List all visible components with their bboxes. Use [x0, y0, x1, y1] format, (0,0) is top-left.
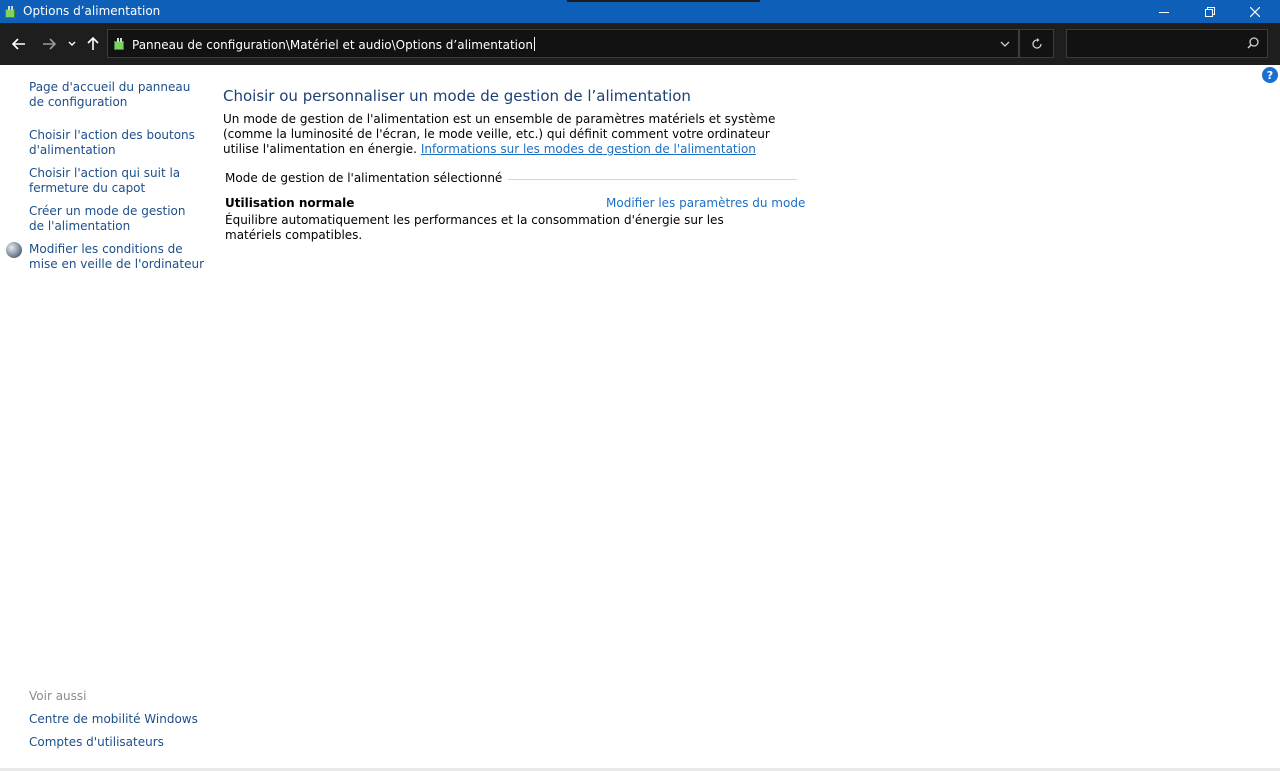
search-input[interactable] [1071, 34, 1241, 53]
left-pane [0, 65, 210, 771]
up-button[interactable] [84, 33, 102, 55]
minimize-button[interactable] [1141, 0, 1187, 23]
help-icon: ? [1266, 68, 1274, 82]
restore-icon [1205, 7, 1215, 17]
close-button[interactable] [1232, 0, 1278, 23]
sidebar-item-power-buttons[interactable]: Choisir l'action des boutons d'alimentation [29, 128, 195, 157]
recent-locations-button[interactable] [64, 33, 80, 55]
sidebar-item-lid-action[interactable]: Choisir l'action qui suit la fermeture du capot [29, 166, 181, 195]
search-box[interactable] [1066, 29, 1268, 58]
address-path[interactable] [132, 37, 535, 52]
search-icon [1247, 37, 1259, 49]
see-also-user-accounts[interactable]: Comptes d'utilisateurs [29, 735, 164, 749]
address-history-button[interactable] [992, 30, 1018, 57]
window-title: Options d’alimentation [23, 4, 161, 18]
power-options-icon [3, 4, 19, 20]
refresh-button[interactable] [1019, 29, 1054, 58]
page-title: Choisir ou personnaliser un mode de gestion de l’alimentation [223, 87, 691, 105]
selected-plan-section [225, 171, 797, 187]
title-accent-strip [567, 0, 760, 2]
power-plans-info-link[interactable]: Informations sur les modes de gestion de l'alimentation [420, 142, 756, 156]
sidebar-item-sleep-settings[interactable]: Modifier les conditions de mise en veille de l'ordinateur [29, 242, 205, 271]
change-plan-settings-link[interactable]: Modifier les paramètres du mode [606, 196, 806, 210]
arrow-up-icon [87, 37, 99, 51]
address-bar[interactable] [107, 29, 1019, 58]
sidebar-item-create-plan[interactable]: Créer un mode de gestion de l'alimentation [29, 204, 186, 233]
close-icon [1250, 7, 1260, 17]
navigation-bar [0, 23, 1280, 65]
text-caret [534, 37, 535, 51]
help-button[interactable] [1262, 67, 1278, 83]
plan-description: Équilibre automatiquement les performances et la consommation d'énergie sur les matériels compatibles. [225, 213, 724, 242]
chevron-down-icon [68, 41, 76, 47]
plan-name: Utilisation normale [225, 196, 355, 210]
refresh-icon [1031, 38, 1043, 50]
minimize-icon [1159, 7, 1169, 17]
description-text: Un mode de gestion de l'alimentation est un ensemble de paramètres matériels et système (comme la luminosité de l'écran, le mode veille, etc.) qui définit comment votre ordinateur utilise l'alimentation en énergie. [223, 112, 776, 156]
address-path-text: Panneau de configuration\Matériel et audio\Options d’alimentation [132, 38, 533, 52]
see-also-mobility-center[interactable]: Centre de mobilité Windows [29, 712, 198, 726]
back-button[interactable] [9, 33, 29, 55]
arrow-right-icon [42, 38, 56, 50]
sidebar-item-control-panel-home[interactable]: Page d'accueil du panneau de configuration [29, 80, 191, 109]
page-description [223, 112, 783, 157]
see-also-heading: Voir aussi [29, 689, 87, 703]
forward-button[interactable] [39, 33, 59, 55]
chevron-down-icon [1000, 41, 1010, 47]
restore-button[interactable] [1187, 0, 1233, 23]
control-panel-icon [112, 36, 128, 52]
section-label: Mode de gestion de l'alimentation sélectionné [225, 171, 508, 185]
sleep-settings-icon [6, 242, 22, 258]
title-bar [0, 0, 1280, 23]
arrow-left-icon [12, 38, 26, 50]
